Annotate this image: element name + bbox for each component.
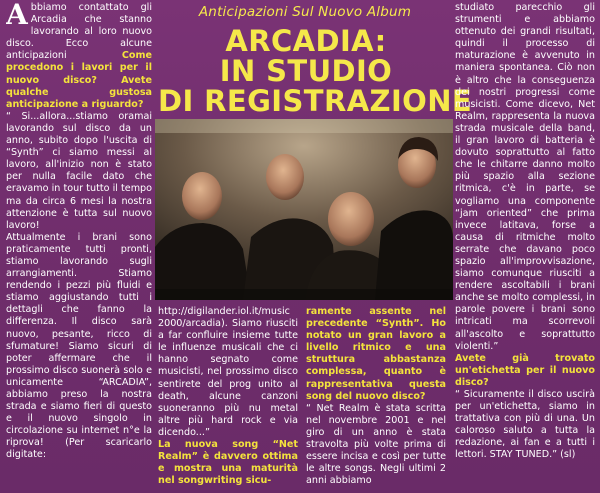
question-2: La nuova song “Net Realm” è davvero ottima e mostra una maturità nel songwriting sicu- <box>158 439 298 487</box>
kicker-subtitle: Anticipazioni Sul Nuovo Album <box>198 4 412 20</box>
column-middle-1 <box>158 306 298 492</box>
column-left <box>6 2 152 490</box>
question-3: Avete già trovato un'etichetta per il nuovo disco? <box>455 352 595 388</box>
band-photo-illustration <box>155 119 453 300</box>
headline-line-2: IN STUDIO <box>219 54 393 88</box>
answer-3: “ Sicuramente il disco uscirà per un'etichetta, siamo in trattativa con più di una. Un caloroso saluto a tutta la redazione, ai fan e a tutti i lettori. STAY TUNED.” (sl) <box>455 389 595 461</box>
answer-1: “ Si...allora...stiamo oramai lavorando sul disco da un anno, subito dopo l'uscita di “Synth” ci siamo messi al lavoro, all'inizio non è stato per nulla facile dato che eravamo in tour tutto il tempo ma da circa 6 mesi la nostra attenzione è tutta sul nuovo lavoro! <box>6 110 152 231</box>
headline <box>158 24 473 118</box>
answer-2: “ Net Realm è stata scritta nel novembre 2001 e nel giro di un anno è stata stravolta più volte prima di essere incisa e così per tutte le altre songs. Negli ultimi 2 anni abbiamo <box>306 402 446 487</box>
answer-1b: Attualmente i brani sono praticamente tutti pronti, stiamo lavorando sugli arrangiamenti. Stiamo rendendo i pezzi più fluidi e stiamo aggiustando tutti i dettagli che fanno la differenza. Il disco sarà nuovo, pesante, ricco di sfumature! Siamo sicuri di poter affermare che il prossimo disco suonerà solo e unicamente “ARCADIA”, abbiamo preso la nostra strada e siamo fieri di questo e il nuovo singolo in circolazione su internet n°e la riprova! (Per scaricarlo digitate: <box>6 231 152 461</box>
column-right <box>455 2 595 490</box>
answer-1-cont: http://digilander.iol.it/music 2000/arcadia). Siamo riusciti a far confluire insieme tutte le influenze musicali che ci hanno segnato come musicisti, nel prossimo disco sentirete del prog unito al death, alcune canzoni suoneranno più nu metal altre più hard rock e via dicendo...” <box>158 306 298 438</box>
intro-paragraph <box>6 2 152 111</box>
band-photo <box>155 119 453 300</box>
question-1: Come procedono i lavori per il nuovo disco? Avete qualche gustosa anticipazione a riguardo? <box>6 50 152 110</box>
intro-text: bbiamo contattato gli Arcadia che stanno lavorando al loro nuovo disco. Ecco alcune anticipazioni <box>6 2 152 62</box>
headline-line-1: ARCADIA: <box>225 24 387 58</box>
drop-cap: A <box>6 2 28 31</box>
headline-line-3: DI REGISTRAZIONE <box>158 84 473 118</box>
question-2-cont: ramente assente nel precedente “Synth”. Ho notato un gran lavoro a livello ritmico e una struttura abbastanza complessa, quanto è rappresentativa questa song del nuovo disco? <box>306 306 446 402</box>
answer-2-cont: studiato parecchio gli strumenti e abbiamo ottenuto dei grandi risultati, quindi il processo di maturazione è avvenuto in maniera spontanea. Ciò non è altro che la conseguenza dei nostri progressi come musicisti. Come dicevo, Net Realm, rappresenta la nuova strada musicale della band, il gran lavoro di batteria è dovuto soprattutto al fatto che le chitarre danno molto più spazio alla sezione ritmica, c'è in parte, se vogliamo una componente “jam oriented” che prima invece latitava, forse a causa di ritmiche molto serrate che davano poco spazio all'improvvisazione, siamo comunque riusciti a rendere ascoltabili i brani anche se molto complessi, in parole povere i brani sono intricati ma scorrevoli all'ascolto e soprattutto violenti.” <box>455 2 595 352</box>
column-middle-2 <box>306 306 446 492</box>
